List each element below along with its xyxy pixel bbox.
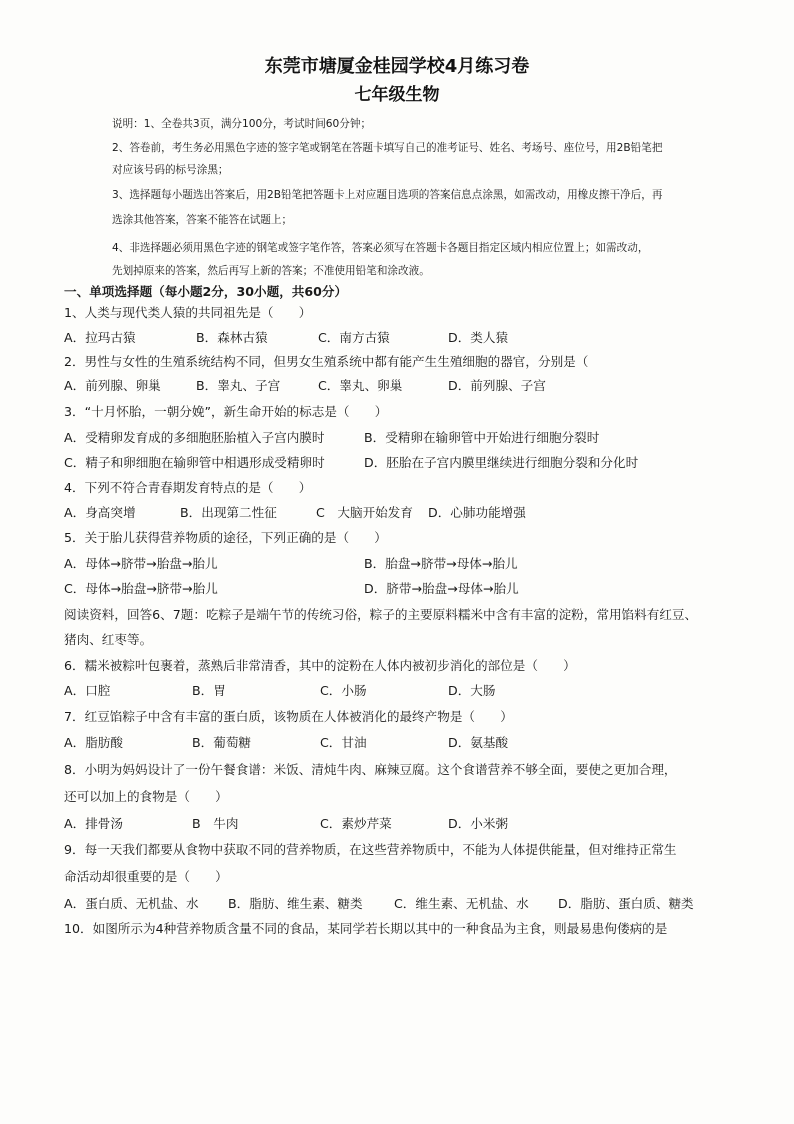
- exam-subtitle: 七年级生物: [354, 85, 440, 105]
- q2-option-d: D．前列腺、子宫: [448, 378, 546, 393]
- q5-option-a: A．母体→脐带→胎盘→胎儿: [64, 556, 218, 571]
- q9-option-c: C．维生素、无机盐、水: [394, 896, 529, 911]
- q3-option-b: B．受精卵在输卵管中开始进行细胞分裂时: [364, 430, 600, 445]
- q4-option-b: B．出现第二性征: [180, 505, 277, 520]
- q5-option-c: C．母体→胎盘→脐带→胎儿: [64, 581, 218, 596]
- question-4: 4．下列不符合青春期发育特点的是（ ）: [64, 480, 312, 495]
- instruction-1: 说明：1、全卷共3页，满分100分，考试时间60分钟；: [112, 118, 372, 130]
- question-7: 7．红豆馅粽子中含有丰富的蛋白质，该物质在人体被消化的最终产物是（ ）: [64, 709, 513, 724]
- question-9: 9．每一天我们都要从食物中获取不同的营养物质，在这些营养物质中，不能为人体提供能量，但对维持正常生: [64, 842, 677, 857]
- q4-option-a: A．身高突增: [64, 505, 136, 520]
- instruction-3: 3、选择题每小题选出答案后，用2B铅笔把答题卡上对应题目选项的答案信息点涂黑，如需改动，用橡皮擦干净后，再: [112, 189, 663, 201]
- reading-passage-cont: 猪肉、红枣等。: [64, 632, 153, 647]
- instruction-4: 4、非选择题必须用黑色字迹的钢笔或签字笔作答，答案必须写在答题卡各题目指定区域内相应位置上；如需改动，: [112, 242, 649, 254]
- question-8-cont: 还可以加上的食物是（ ）: [64, 789, 228, 804]
- exam-title: 东莞市塘厦金桂园学校4月练习卷: [264, 56, 530, 77]
- instruction-3-cont: 选涂其他答案，答案不能答在试题上；: [112, 214, 293, 226]
- q1-option-d: D．类人猿: [448, 330, 509, 345]
- q2-option-b: B．睾丸、子宫: [196, 378, 281, 393]
- q4-option-c: C 大脑开始发育: [316, 505, 413, 520]
- q6-option-a: A．口腔: [64, 683, 111, 698]
- question-9-cont: 命活动却很重要的是（ ）: [64, 869, 228, 884]
- question-3: 3．“十月怀胎，一朝分娩”，新生命开始的标志是（ ）: [64, 404, 388, 419]
- q9-option-d: D．脂肪、蛋白质、糖类: [558, 896, 694, 911]
- question-5: 5．关于胎儿获得营养物质的途径，下列正确的是（ ）: [64, 530, 387, 545]
- q1-option-c: C．南方古猿: [318, 330, 390, 345]
- q9-option-b: B．脂肪、维生素、糖类: [228, 896, 363, 911]
- question-2: 2．男性与女性的生殖系统结构不同，但男女生殖系统中都有能产生生殖细胞的器官，分别是（: [64, 354, 589, 369]
- q5-option-d: D．脐带→胎盘→母体→胎儿: [364, 581, 519, 596]
- q1-option-a: A．拉玛古猿: [64, 330, 136, 345]
- q8-option-d: D．小米粥: [448, 816, 509, 831]
- q7-option-b: B．葡萄糖: [192, 735, 252, 750]
- instruction-2-cont: 对应该号码的标号涂黑；: [112, 164, 229, 176]
- q8-option-a: A．排骨汤: [64, 816, 123, 831]
- q8-option-b: B 牛肉: [192, 816, 239, 831]
- q3-option-d: D．胚胎在子宫内膜里继续进行细胞分裂和分化时: [364, 455, 639, 470]
- question-8: 8．小明为妈妈设计了一份午餐食谱：米饭、清炖牛肉、麻辣豆腐。这个食谱营养不够全面，要使之更加合理，: [64, 762, 677, 777]
- q7-option-d: D．氨基酸: [448, 735, 509, 750]
- q6-option-c: C．小肠: [320, 683, 367, 698]
- q8-option-c: C．素炒芹菜: [320, 816, 392, 831]
- q3-option-a: A．受精卵发育成的多细胞胚胎植入子宫内膜时: [64, 430, 325, 445]
- instruction-4-cont: 先划掉原来的答案，然后再写上新的答案；不准使用铅笔和涂改液。: [112, 265, 430, 277]
- q2-option-c: C．睾丸、卵巢: [318, 378, 403, 393]
- q5-option-b: B．胎盘→脐带→母体→胎儿: [364, 556, 518, 571]
- q6-option-d: D．大肠: [448, 683, 496, 698]
- q7-option-c: C．甘油: [320, 735, 367, 750]
- question-1: 1、人类与现代类人猿的共同祖先是（ ）: [64, 305, 312, 320]
- q3-option-c: C．精子和卵细胞在输卵管中相遇形成受精卵时: [64, 455, 325, 470]
- q9-option-a: A．蛋白质、无机盐、水: [64, 896, 199, 911]
- instruction-2: 2、答卷前，考生务必用黑色字迹的签字笔或钢笔在答题卡填写自己的准考证号、姓名、考场号、座位号，用2B铅笔把: [112, 142, 663, 154]
- section-heading: 一、单项选择题（每小题2分，30小题，共60分）: [64, 284, 348, 299]
- question-10: 10．如图所示为4种营养物质含量不同的食品，某同学若长期以其中的一种食品为主食，则最易患佝偻病的是: [64, 921, 668, 936]
- q6-option-b: B．胃: [192, 683, 226, 698]
- reading-passage: 阅读资料，回答6、7题：吃粽子是端午节的传统习俗，粽子的主要原料糯米中含有丰富的淀粉，常用馅料有红豆、: [64, 607, 698, 622]
- q4-option-d: D．心肺功能增强: [428, 505, 526, 520]
- question-6: 6．糯米被粽叶包裹着，蒸熟后非常清香，其中的淀粉在人体内被初步消化的部位是（ ）: [64, 658, 576, 673]
- q2-option-a: A．前列腺、卵巢: [64, 378, 161, 393]
- q7-option-a: A．脂肪酸: [64, 735, 123, 750]
- q1-option-b: B．森林古猿: [196, 330, 268, 345]
